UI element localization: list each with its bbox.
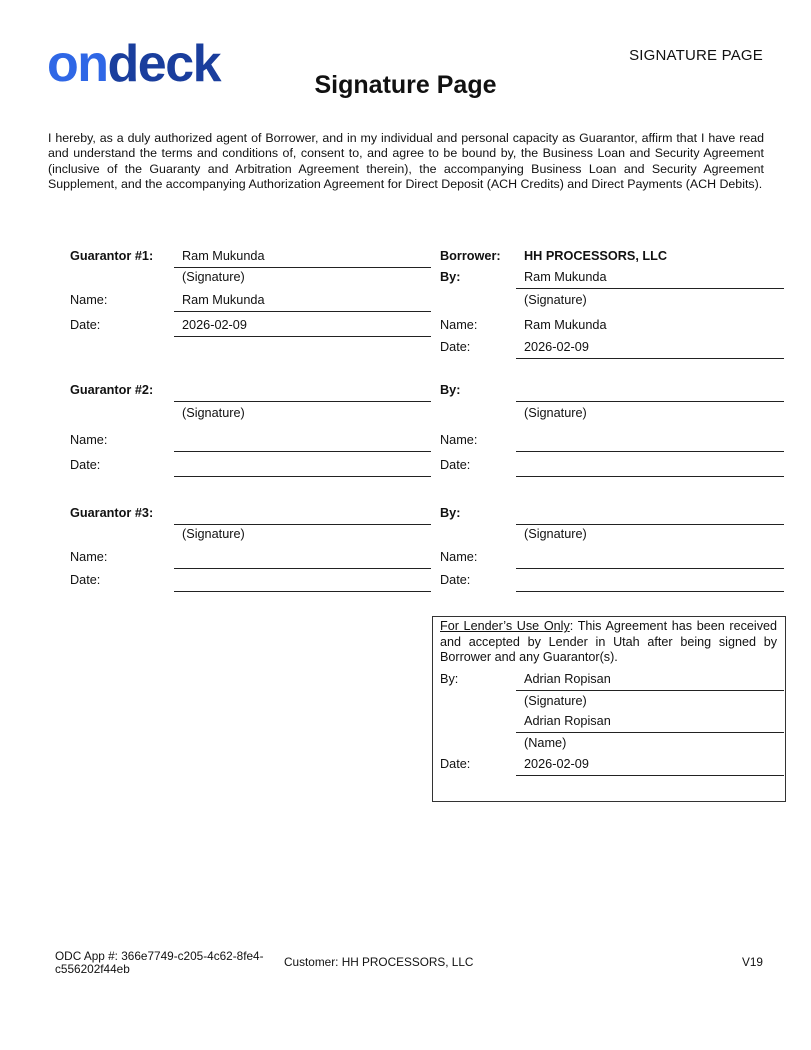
borrower-date-line bbox=[516, 358, 784, 359]
guarantor-2-name-label: Name: bbox=[70, 433, 108, 447]
lender-use-text bbox=[440, 619, 777, 666]
guarantor-1-date-value[interactable]: 2026-02-09 bbox=[182, 318, 247, 332]
lender-date-line bbox=[516, 775, 784, 776]
affirmation-paragraph: I hereby, as a duly authorized agent of Borrower, and in my individual and personal capacity as Guarantor, affirm that I have read and understand the terms and conditions of, consent to, and agree to be bound by, the Business Loan and Security Agreement (inclusive of the Guaranty and Arbitration Agreement therein), the accompanying Business Loan and Security Agreement Supplement, and the accompanying Authorization Agreement for Direct Deposit (ACH Credits) and Direct Payments (ACH Debits). bbox=[48, 131, 764, 191]
guarantor-3-signature-line bbox=[174, 524, 431, 525]
footer-customer: Customer: HH PROCESSORS, LLC bbox=[284, 955, 474, 969]
borrower-by-value[interactable]: Ram Mukunda bbox=[524, 270, 607, 284]
by-3-date-line[interactable] bbox=[516, 591, 784, 592]
by-2-signature-caption: (Signature) bbox=[524, 406, 587, 420]
guarantor-1-signature-line bbox=[174, 267, 431, 268]
borrower-company: HH PROCESSORS, LLC bbox=[524, 249, 668, 263]
footer-app-number: ODC App #: 366e7749-c205-4c62-8fe4-c556202f44eb bbox=[55, 949, 264, 976]
borrower-label: Borrower: bbox=[440, 249, 501, 263]
by-3-name-line[interactable] bbox=[516, 568, 784, 569]
by-3-label: By: bbox=[440, 506, 461, 520]
guarantor-2-date-label: Date: bbox=[70, 458, 101, 472]
guarantor-1-name-label: Name: bbox=[70, 293, 108, 307]
by-3-date-label: Date: bbox=[440, 573, 471, 587]
footer-version: V19 bbox=[742, 955, 763, 969]
lender-signature-caption: (Signature) bbox=[524, 694, 587, 708]
by-3-signature-caption: (Signature) bbox=[524, 527, 587, 541]
lender-date-value[interactable]: 2026-02-09 bbox=[524, 757, 589, 771]
guarantor-2-date-line bbox=[174, 476, 431, 477]
guarantor-1-label: Guarantor #1: bbox=[70, 249, 154, 263]
by-3-signature-line[interactable] bbox=[516, 524, 784, 525]
lender-name-value[interactable]: Adrian Ropisan bbox=[524, 714, 611, 728]
lender-by-line bbox=[516, 690, 784, 691]
guarantor-3-signature-caption: (Signature) bbox=[182, 527, 245, 541]
lender-by-label: By: bbox=[440, 672, 459, 686]
guarantor-1-signature-value[interactable]: Ram Mukunda bbox=[182, 249, 265, 263]
lender-use-heading: For Lender’s Use Only bbox=[440, 619, 570, 633]
logo-deck-text: deck bbox=[107, 35, 221, 93]
lender-by-value[interactable]: Adrian Ropisan bbox=[524, 672, 611, 686]
guarantor-2-signature-line bbox=[174, 401, 431, 402]
by-2-signature-line[interactable] bbox=[516, 401, 784, 402]
lender-date-label: Date: bbox=[440, 757, 471, 771]
corner-page-label: SIGNATURE PAGE bbox=[629, 47, 763, 64]
by-2-date-label: Date: bbox=[440, 458, 471, 472]
by-2-label: By: bbox=[440, 383, 461, 397]
borrower-date-label: Date: bbox=[440, 340, 471, 354]
guarantor-2-signature-caption: (Signature) bbox=[182, 406, 245, 420]
guarantor-3-name-line bbox=[174, 568, 431, 569]
guarantor-1-signature-caption: (Signature) bbox=[182, 270, 245, 284]
borrower-name-value[interactable]: Ram Mukunda bbox=[524, 318, 607, 332]
guarantor-3-name-label: Name: bbox=[70, 550, 108, 564]
guarantor-1-name-line bbox=[174, 311, 431, 312]
guarantor-3-date-label: Date: bbox=[70, 573, 101, 587]
by-2-name-label: Name: bbox=[440, 433, 478, 447]
lender-name-line bbox=[516, 732, 784, 733]
borrower-by-line bbox=[516, 288, 784, 289]
logo-on-text: on bbox=[47, 35, 108, 93]
by-3-name-label: Name: bbox=[440, 550, 478, 564]
guarantor-2-label: Guarantor #2: bbox=[70, 383, 154, 397]
borrower-date-value[interactable]: 2026-02-09 bbox=[524, 340, 589, 354]
page-title: Signature Page bbox=[314, 71, 497, 99]
borrower-by-label: By: bbox=[440, 270, 461, 284]
guarantor-3-label: Guarantor #3: bbox=[70, 506, 154, 520]
by-2-name-line[interactable] bbox=[516, 451, 784, 452]
by-2-date-line[interactable] bbox=[516, 476, 784, 477]
guarantor-1-date-label: Date: bbox=[70, 318, 101, 332]
guarantor-1-name-value[interactable]: Ram Mukunda bbox=[182, 293, 265, 307]
borrower-name-label: Name: bbox=[440, 318, 478, 332]
guarantor-1-date-line bbox=[174, 336, 431, 337]
borrower-signature-caption: (Signature) bbox=[524, 293, 587, 307]
guarantor-2-name-line bbox=[174, 451, 431, 452]
guarantor-3-date-line bbox=[174, 591, 431, 592]
lender-use-body: : This Agreement has been received and accepted by Lender in Utah after being signed by Borrower and any Guarantor(s). bbox=[440, 619, 777, 664]
lender-name-caption: (Name) bbox=[524, 736, 567, 750]
